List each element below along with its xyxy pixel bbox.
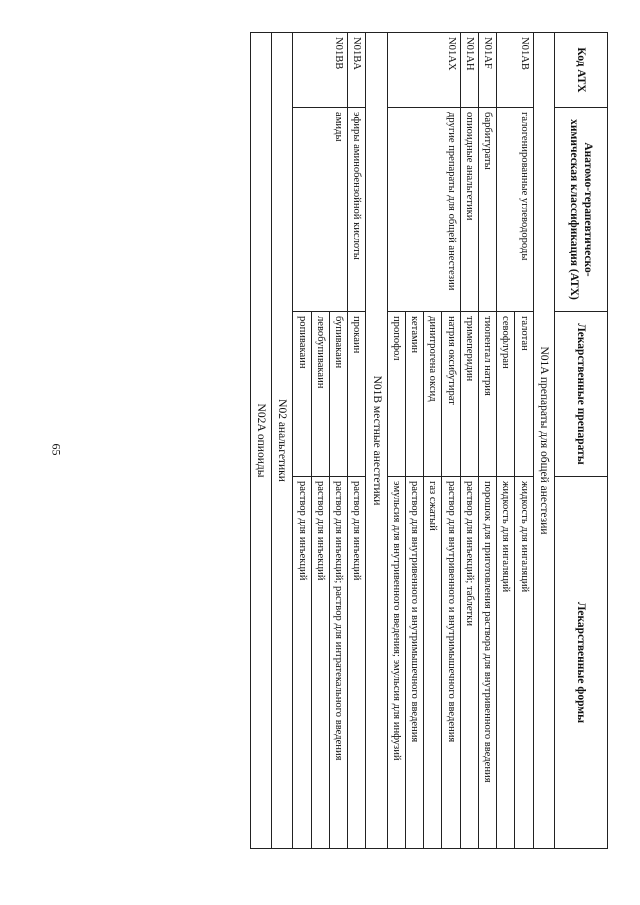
atc-cell: опиоидные анальгетики bbox=[460, 108, 478, 312]
drug-cell: динитрогена оксид bbox=[424, 312, 442, 477]
header-atc: Анатомо-терапевтическо-химическая классификация (АТХ) bbox=[555, 108, 608, 312]
header-forms: Лекарственные формы bbox=[555, 477, 608, 849]
atc-cell: другие препараты для общей анестезии bbox=[387, 108, 460, 312]
table-row bbox=[348, 33, 366, 849]
drug-cell: ропивакаин bbox=[293, 312, 311, 477]
table-row bbox=[460, 33, 478, 849]
table-row bbox=[329, 33, 347, 849]
section-row bbox=[272, 33, 293, 849]
header-row bbox=[555, 33, 608, 849]
form-cell: порошок для приготовления раствора для внутривенного введения bbox=[478, 477, 496, 849]
page-number: 65 bbox=[49, 443, 64, 456]
form-cell: раствор для инъекций bbox=[311, 477, 329, 849]
section-row bbox=[533, 33, 554, 849]
atc-cell: амиды bbox=[293, 108, 348, 312]
drug-cell: пропофол bbox=[387, 312, 405, 477]
drug-cell: бупивакаин bbox=[329, 312, 347, 477]
form-cell: раствор для инъекций bbox=[348, 477, 366, 849]
code-cell: N01BB bbox=[293, 33, 348, 108]
atc-cell: галогенированные углеводороды bbox=[497, 108, 533, 312]
section-n02a: N02A опиоиды bbox=[250, 33, 271, 849]
code-cell: N01BA bbox=[348, 33, 366, 108]
drug-cell: севофлуран bbox=[497, 312, 515, 477]
section-n02: N02 анальгетики bbox=[272, 33, 293, 849]
form-cell: жидкость для ингаляций bbox=[515, 477, 533, 849]
form-cell: раствор для внутривенного и внутримышечного введения bbox=[405, 477, 423, 849]
form-cell: раствор для инъекций; таблетки bbox=[460, 477, 478, 849]
drug-cell: галотан bbox=[515, 312, 533, 477]
atc-cell: эфиры аминобензойной кислоты bbox=[348, 108, 366, 312]
header-drugs: Лекарственные препараты bbox=[555, 312, 608, 477]
table-container bbox=[78, 32, 608, 848]
code-cell: N01AB bbox=[497, 33, 533, 108]
drug-cell: натрия оксибутират bbox=[442, 312, 460, 477]
drug-cell: кетамин bbox=[405, 312, 423, 477]
form-cell: раствор для инъекций bbox=[293, 477, 311, 849]
section-row bbox=[250, 33, 271, 849]
section-n01a: N01A препараты для общей анестезии bbox=[533, 33, 554, 849]
header-code: Код АТХ bbox=[555, 33, 608, 108]
form-cell: раствор для внутривенного и внутримышечного введения bbox=[442, 477, 460, 849]
section-n01b: N01B местные анестетики bbox=[366, 33, 387, 849]
table-row bbox=[515, 33, 533, 849]
section-row bbox=[366, 33, 387, 849]
drug-cell: левобупивакаин bbox=[311, 312, 329, 477]
code-cell: N01AX bbox=[387, 33, 460, 108]
drug-cell: прокаин bbox=[348, 312, 366, 477]
code-cell: N01AF bbox=[478, 33, 496, 108]
table-row bbox=[478, 33, 496, 849]
form-cell: жидкость для ингаляций bbox=[497, 477, 515, 849]
form-cell: эмульсия для внутривенного введения; эмульсия для инфузий bbox=[387, 477, 405, 849]
table-row bbox=[442, 33, 460, 849]
atc-cell: барбитураты bbox=[478, 108, 496, 312]
rotated-page bbox=[78, 32, 608, 848]
drug-cell: тиопентал натрия bbox=[478, 312, 496, 477]
form-cell: раствор для инъекций; раствор для интратекального введения bbox=[329, 477, 347, 849]
drug-table bbox=[250, 32, 608, 849]
drug-cell: тримеперидин bbox=[460, 312, 478, 477]
code-cell: N01AH bbox=[460, 33, 478, 108]
form-cell: газ сжатый bbox=[424, 477, 442, 849]
